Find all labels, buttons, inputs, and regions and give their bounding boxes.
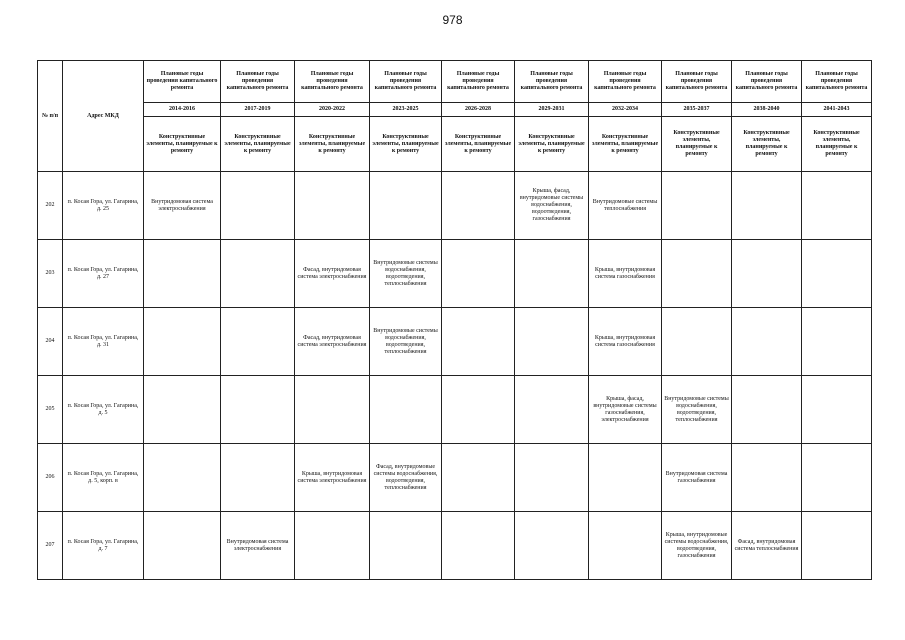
table-cell	[802, 444, 872, 512]
row-address: п. Косая Гора, ул. Гагарина, д. 5	[63, 376, 144, 444]
header-elements: Конструктивные элементы, планируемые к ремонту	[370, 117, 442, 172]
table-row	[38, 376, 872, 444]
table-cell: Крыша, внутридомовая система газоснабжения	[589, 240, 662, 308]
table-cell	[662, 240, 732, 308]
table-cell: Крыша, фасад, внутридомовые системы газоснабжения, электроснабжения	[589, 376, 662, 444]
table-cell	[442, 240, 515, 308]
table-row	[38, 444, 872, 512]
table-cell	[732, 444, 802, 512]
table-cell	[221, 172, 295, 240]
capital-repair-plan-table	[37, 60, 872, 580]
table-cell	[515, 376, 589, 444]
row-address: п. Косая Гора, ул. Гагарина, д. 27	[63, 240, 144, 308]
header-period: 2020-2022	[295, 103, 370, 117]
table-cell	[370, 376, 442, 444]
header-elements: Конструктивные элементы, планируемые к ремонту	[589, 117, 662, 172]
row-address: п. Косая Гора, ул. Гагарина, д. 31	[63, 308, 144, 376]
header-period: 2026-2028	[442, 103, 515, 117]
header-period-label: Плановые годы проведения капитального ремонта	[802, 61, 872, 103]
table-cell: Фасад, внутридомовая система электроснабжения	[295, 308, 370, 376]
header-period-label: Плановые годы проведения капитального ремонта	[589, 61, 662, 103]
table-cell: Фасад, внутридомовая система электроснабжения	[295, 240, 370, 308]
table-cell	[515, 444, 589, 512]
table-row	[38, 308, 872, 376]
row-number: 203	[38, 240, 63, 308]
table-cell: Крыша, внутридомовые системы водоснабжения, водоотведения, газоснабжения	[662, 512, 732, 580]
header-period: 2035-2037	[662, 103, 732, 117]
header-elements: Конструктивные элементы, планируемые к ремонту	[802, 117, 872, 172]
row-number: 207	[38, 512, 63, 580]
table-cell	[589, 444, 662, 512]
row-address: п. Косая Гора, ул. Гагарина, д. 5, корп. в	[63, 444, 144, 512]
header-elements: Конструктивные элементы, планируемые к ремонту	[144, 117, 221, 172]
header-elements: Конструктивные элементы, планируемые к ремонту	[221, 117, 295, 172]
row-number: 205	[38, 376, 63, 444]
header-period: 2041-2043	[802, 103, 872, 117]
row-address: п. Косая Гора, ул. Гагарина, д. 25	[63, 172, 144, 240]
table-cell	[221, 376, 295, 444]
header-period: 2029-2031	[515, 103, 589, 117]
header-period-label: Плановые годы проведения капитального ремонта	[370, 61, 442, 103]
row-number: 204	[38, 308, 63, 376]
header-period-label: Плановые годы проведения капитального ремонта	[662, 61, 732, 103]
table-cell	[221, 308, 295, 376]
header-elements: Конструктивные элементы, планируемые к ремонту	[442, 117, 515, 172]
header-elements: Конструктивные элементы, планируемые к ремонту	[732, 117, 802, 172]
table-cell	[221, 444, 295, 512]
table-cell	[515, 308, 589, 376]
header-period: 2023-2025	[370, 103, 442, 117]
table-cell	[295, 376, 370, 444]
table-cell	[144, 240, 221, 308]
header-period: 2017-2019	[221, 103, 295, 117]
table-cell	[662, 172, 732, 240]
table-cell	[295, 172, 370, 240]
table-cell	[662, 308, 732, 376]
table-cell	[802, 512, 872, 580]
header-period: 2032-2034	[589, 103, 662, 117]
table-cell	[370, 512, 442, 580]
table-cell: Внутридомовые системы водоснабжения, водоотведения, теплоснабжения	[370, 308, 442, 376]
row-address: п. Косая Гора, ул. Гагарина, д. 7	[63, 512, 144, 580]
table-cell: Внутридомовая система электроснабжения	[144, 172, 221, 240]
table-cell	[589, 512, 662, 580]
table-cell: Крыша, внутридомовая система газоснабжения	[589, 308, 662, 376]
table-cell	[802, 308, 872, 376]
header-elements: Конструктивные элементы, планируемые к ремонту	[515, 117, 589, 172]
table-cell: Фасад, внутридомовая система теплоснабжения	[732, 512, 802, 580]
header-period-label: Плановые годы проведения капитального ремонта	[221, 61, 295, 103]
table-row	[38, 240, 872, 308]
header-elements: Конструктивные элементы, планируемые к ремонту	[295, 117, 370, 172]
page-number: 978	[442, 13, 463, 27]
table-cell: Внутридомовые системы теплоснабжения	[589, 172, 662, 240]
table-cell: Внутридомовые системы водоснабжения, водоотведения, теплоснабжения	[370, 240, 442, 308]
table-cell	[515, 512, 589, 580]
table-row	[38, 172, 872, 240]
header-period: 2038-2040	[732, 103, 802, 117]
table-cell	[144, 512, 221, 580]
table-cell	[732, 240, 802, 308]
header-row-labels	[38, 61, 872, 103]
header-period-label: Плановые годы проведения капитального ремонта	[515, 61, 589, 103]
header-period-label: Плановые годы проведения капитального ремонта	[732, 61, 802, 103]
table-cell	[442, 308, 515, 376]
header-period-label: Плановые годы проведения капитального ремонта	[144, 61, 221, 103]
table-cell	[732, 172, 802, 240]
table-cell: Внутридомовые системы водоснабжения, водоотведения, теплоснабжения	[662, 376, 732, 444]
table-cell	[442, 444, 515, 512]
table-cell	[144, 308, 221, 376]
header-address: Адрес МКД	[63, 61, 144, 172]
header-period-label: Плановые годы проведения капитального ремонта	[442, 61, 515, 103]
table-row	[38, 512, 872, 580]
table-cell	[295, 512, 370, 580]
row-number: 206	[38, 444, 63, 512]
table-cell	[732, 376, 802, 444]
row-number: 202	[38, 172, 63, 240]
table-cell	[144, 444, 221, 512]
header-period-label: Плановые годы проведения капитального ремонта	[295, 61, 370, 103]
table-cell	[442, 376, 515, 444]
table-cell: Внутридомовая система газоснабжения	[662, 444, 732, 512]
header-row-elements	[38, 117, 872, 172]
table-cell: Фасад, внутридомовые системы водоснабжения, водоотведения, теплоснабжения	[370, 444, 442, 512]
table-cell: Крыша, внутридомовая система электроснабжения	[295, 444, 370, 512]
table-cell	[221, 240, 295, 308]
table-cell	[442, 512, 515, 580]
table-cell	[802, 376, 872, 444]
table-cell: Крыша, фасад, внутридомовые системы водоснабжения, водоотведения, газоснабжения	[515, 172, 589, 240]
header-period: 2014-2016	[144, 103, 221, 117]
header-elements: Конструктивные элементы, планируемые к ремонту	[662, 117, 732, 172]
table-cell	[144, 376, 221, 444]
table-cell	[732, 308, 802, 376]
table-cell	[442, 172, 515, 240]
table-cell	[370, 172, 442, 240]
table-cell	[515, 240, 589, 308]
table-cell	[802, 172, 872, 240]
header-num: № п/п	[38, 61, 63, 172]
table-cell	[802, 240, 872, 308]
table-cell: Внутридомовая система электроснабжения	[221, 512, 295, 580]
header-row-periods	[38, 103, 872, 117]
